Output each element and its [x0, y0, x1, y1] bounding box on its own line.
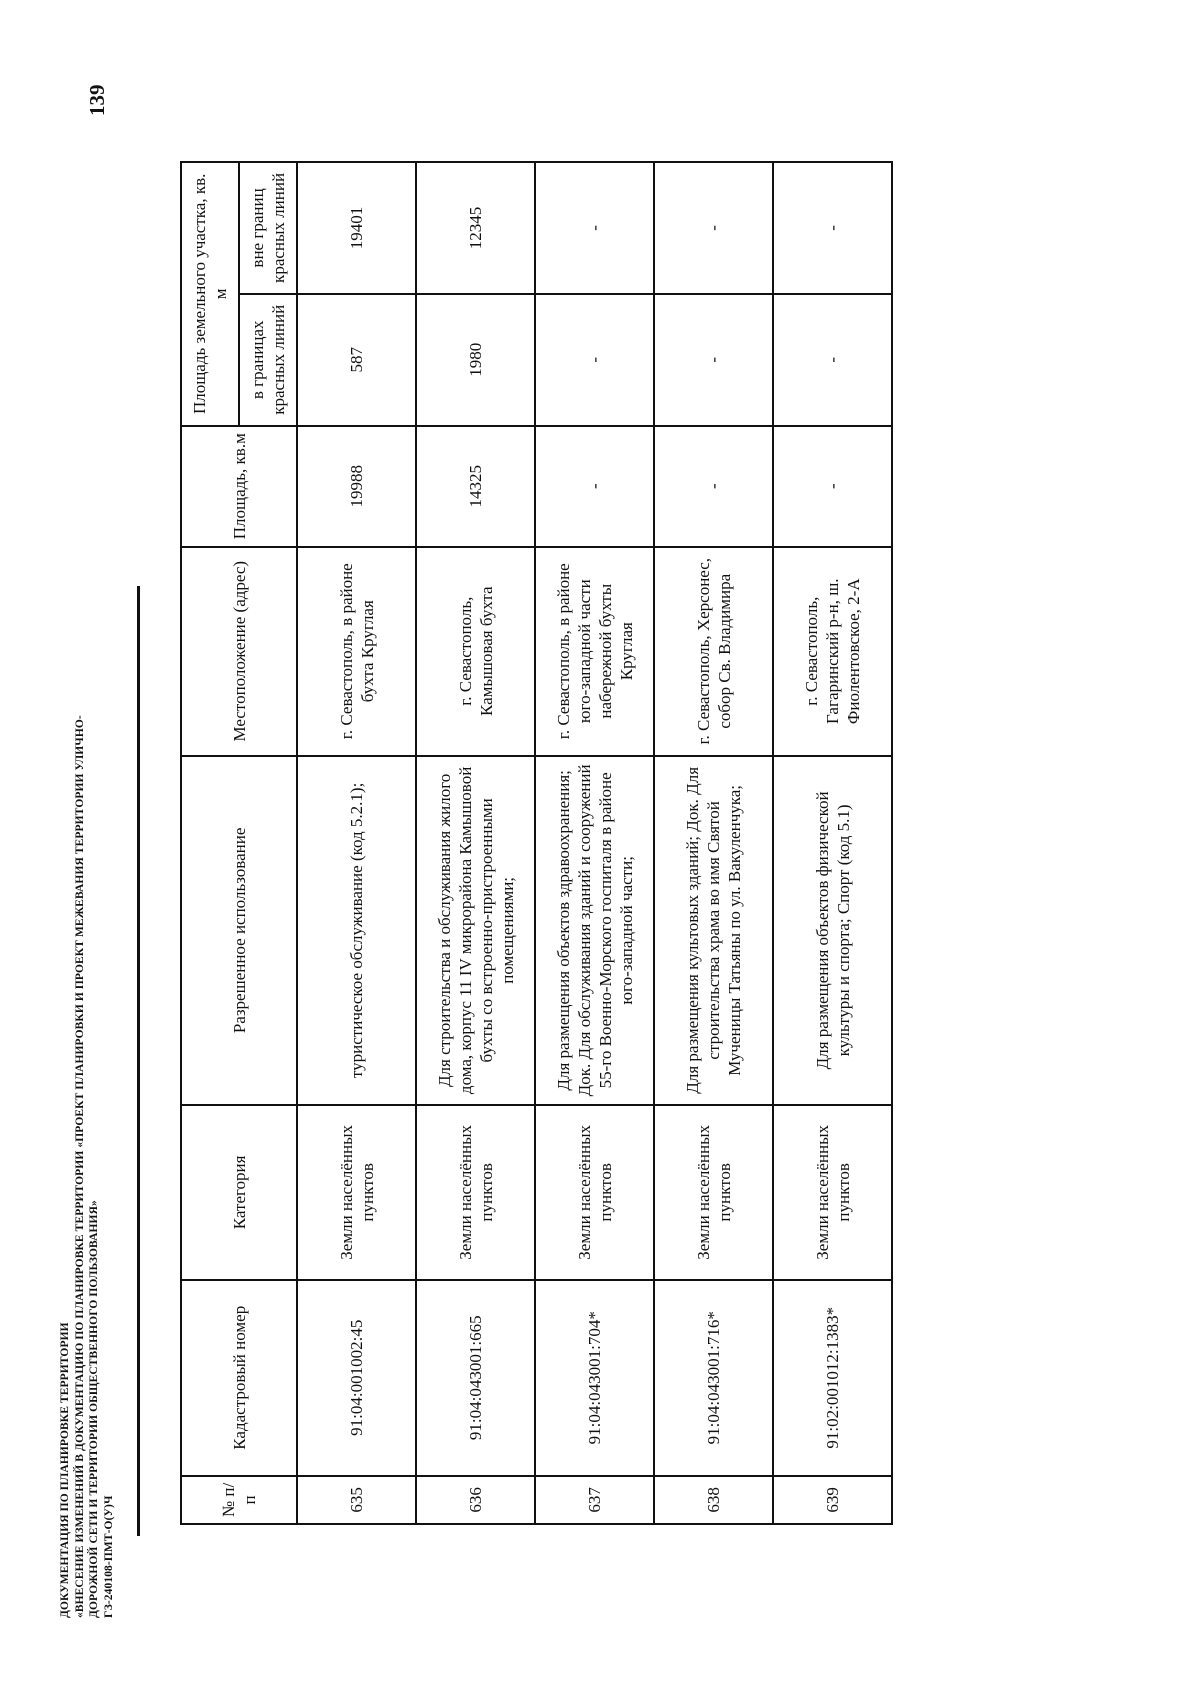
- header-line: ДОКУМЕНТАЦИЯ ПО ПЛАНИРОВКЕ ТЕРРИТОРИИ: [59, 1322, 71, 1618]
- cell-location: г. Севастополь, Херсонес, собор Св. Владимира: [654, 547, 773, 756]
- col-header-cadastral: Кадастровый номер: [181, 1280, 297, 1476]
- header-rule: [137, 586, 140, 1536]
- col-header-location: Местоположение (адрес): [181, 547, 297, 756]
- cell-inside: -: [654, 294, 773, 426]
- cell-cadastral: 91:04:043001:704*: [535, 1280, 654, 1476]
- cell-use: Для размещения объектов здравоохранения; Док. Для обслуживания зданий и сооружений 55-го Военно-Морского госпиталя в районе юго-западной части;: [535, 756, 654, 1105]
- cell-location: г. Севастополь, Камышовая бухта: [416, 547, 535, 756]
- cell-outside: 12345: [416, 162, 535, 294]
- cell-category: Земли населённых пунктов: [773, 1105, 892, 1280]
- cell-outside: -: [654, 162, 773, 294]
- cell-area: -: [535, 426, 654, 547]
- cell-outside: -: [535, 162, 654, 294]
- cell-category: Земли населённых пунктов: [654, 1105, 773, 1280]
- col-header-category: Категория: [181, 1105, 297, 1280]
- col-header-area: Площадь, кв.м: [181, 426, 297, 547]
- table-row: [654, 162, 773, 1524]
- document-header: [58, 518, 116, 1618]
- table-row: [416, 162, 535, 1524]
- cell-location: г. Севастополь, Гагаринский р-н, ш. Фиолентовское, 2-А: [773, 547, 892, 756]
- cell-area: 19988: [297, 426, 416, 547]
- land-plots-table: [180, 161, 893, 1525]
- cell-inside: -: [773, 294, 892, 426]
- cell-outside: 19401: [297, 162, 416, 294]
- cell-num: 639: [773, 1476, 892, 1524]
- cell-use: Для строительства и обслуживания жилого дома, корпус 11 IV микрорайона Камышовой бухты со встроенно-пристроенными помещениями;: [416, 756, 535, 1105]
- cell-location: г. Севастополь, в районе бухта Круглая: [297, 547, 416, 756]
- cell-category: Земли населённых пунктов: [535, 1105, 654, 1280]
- cell-category: Земли населённых пунктов: [297, 1105, 416, 1280]
- cell-cadastral: 91:02:001012:1383*: [773, 1280, 892, 1476]
- col-header-area-group: Площадь земельного участка, кв. м: [181, 162, 239, 426]
- cell-area: -: [654, 426, 773, 547]
- cell-cadastral: 91:04:043001:665: [416, 1280, 535, 1476]
- cell-num: 638: [654, 1476, 773, 1524]
- col-header-num: № п/п: [181, 1476, 297, 1524]
- header-line: ГЗ-240108-ПМТ-О(У)Ч: [102, 1495, 115, 1618]
- table-row: [773, 162, 892, 1524]
- cell-inside: 1980: [416, 294, 535, 426]
- cell-num: 636: [416, 1476, 535, 1524]
- cell-cadastral: 91:04:001002:45: [297, 1280, 416, 1476]
- cell-cadastral: 91:04:043001:716*: [654, 1280, 773, 1476]
- cell-num: 635: [297, 1476, 416, 1524]
- cell-use: туристическое обслуживание (код 5.2.1);: [297, 756, 416, 1105]
- cell-num: 637: [535, 1476, 654, 1524]
- header-line: «ВНЕСЕНИЕ ИЗМЕНЕНИЙ В ДОКУМЕНТАЦИЮ ПО ПЛАНИРОВКЕ ТЕРРИТОРИИ «ПРОЕКТ ПЛАНИРОВКИ И ПРОЕКТ МЕЖЕВАНИЯ ТЕРРИТОРИИ УЛИЧНО-: [73, 715, 86, 1618]
- cell-area: 14325: [416, 426, 535, 547]
- cell-use: Для размещения культовых зданий; Док. Для строительства храма во имя Святой Мученицы Татьяны по ул. Вакуленчука;: [654, 756, 773, 1105]
- cell-location: г. Севастополь, в районе юго-западной части набережной бухты Круглая: [535, 547, 654, 756]
- col-header-outside: вне границ красных линий: [239, 162, 297, 294]
- cell-inside: 587: [297, 294, 416, 426]
- table-row: [297, 162, 416, 1524]
- col-header-use: Разрешенное использование: [181, 756, 297, 1105]
- cell-area: -: [773, 426, 892, 547]
- header-line: ДОРОЖНОЙ СЕТИ И ТЕРРИТОРИИ ОБЩЕСТВЕННОГО ПОЛЬЗОВАНИЯ»: [88, 1200, 100, 1618]
- cell-category: Земли населённых пунктов: [416, 1105, 535, 1280]
- col-header-inside: в границах красных линий: [239, 294, 297, 426]
- page-number: 139: [85, 84, 109, 116]
- cell-outside: -: [773, 162, 892, 294]
- cell-inside: -: [535, 294, 654, 426]
- table-row: [535, 162, 654, 1524]
- cell-use: Для размещения объектов физической культуры и спорта; Спорт (код 5.1): [773, 756, 892, 1105]
